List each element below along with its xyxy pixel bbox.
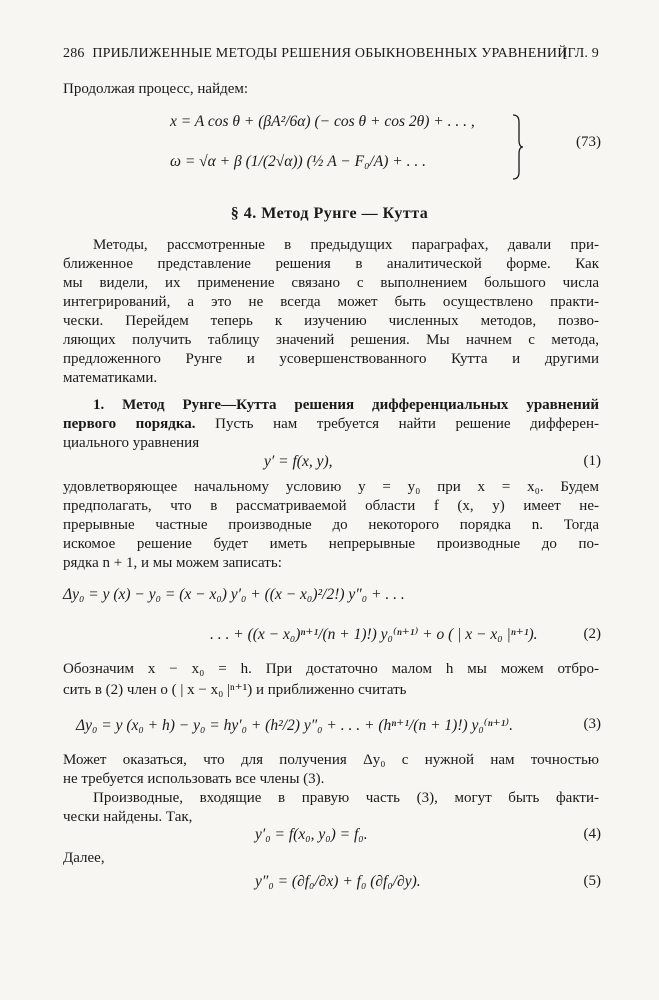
eq73-line1: x = A cos θ + (βA²/6α) (− cos θ + cos 2θ) + . . . , <box>170 113 475 130</box>
para4-line: не требуется использовать все члены (3). <box>63 771 325 787</box>
para2-line: удовлетворяющее начальному условию y = y₀ при x = x₀. Будем <box>63 479 599 495</box>
eq4-formula: y′₀ = f(x₀, y₀) = f₀. <box>255 826 368 843</box>
subsection-title: 1. Метод Рунге—Кутта решения дифференциальных уравнений <box>93 397 599 413</box>
eq2-number: (2) <box>583 626 601 642</box>
chapter-ref: [ГЛ. 9 <box>562 46 599 61</box>
para2-line: прерывные частные производные до некоторого порядка n. Тогда <box>63 517 599 533</box>
eq2-line1: Δy₀ = y (x) − y₀ = (x − x₀) y′₀ + ((x − x₀)²/2!) y″₀ + . . . <box>63 586 405 603</box>
para1-line: интегрирований, а это не всегда может быть осуществлено практи- <box>63 294 599 310</box>
para5-line: чески найдены. Так, <box>63 809 193 825</box>
para2-line: предполагать, что в рассматриваемой области f (x, y) имеет не- <box>63 498 599 514</box>
para2-line: искомое решение будет иметь непрерывные производные до по- <box>63 536 599 552</box>
section-title: § 4. Метод Рунге — Кутта <box>230 205 429 222</box>
running-title: ПРИБЛИЖЕННЫЕ МЕТОДЫ РЕШЕНИЯ ОБЫКНОВЕННЫХ УРАВНЕНИЙ <box>92 46 568 61</box>
running-header <box>63 44 599 63</box>
subsection-line2 <box>63 415 599 434</box>
eq1-formula: y′ = f(x, y), <box>264 453 333 470</box>
para4-line: Может оказаться, что для получения Δy₀ с нужной нам точностью <box>63 752 599 768</box>
para3-line: сить в (2) член o ( | x − x₀ |ⁿ⁺¹) и приближенно считать <box>63 682 407 698</box>
subsection-line3: циального уравнения <box>63 435 200 451</box>
subsection-title-bold: первого порядка. <box>63 416 196 432</box>
para1-line: ближенное представление решения в аналитической форме. Как <box>63 256 599 272</box>
para1-line: предложенного Рунге и усовершенствованного Кутта и другими <box>63 351 599 367</box>
eq1-number: (1) <box>583 453 601 469</box>
eq5-number: (5) <box>583 873 601 889</box>
para3-line: Обозначим x − x₀ = h. При достаточно малом h мы можем отбро- <box>63 661 599 677</box>
right-brace-icon <box>512 114 524 180</box>
para1-line: чески. Перейдем теперь к изучению численных методов, позво- <box>63 313 599 329</box>
para1-line: Методы, рассмотренные в предыдущих параграфах, давали при- <box>93 237 599 253</box>
page-number: 286 <box>63 46 85 61</box>
para1-line: мы видели, их применение связано с выполнением большого числа <box>63 275 599 291</box>
eq5-formula: y″₀ = (∂f₀/∂x) + f₀ (∂f₀/∂y). <box>255 873 421 890</box>
para1-line: математиками. <box>63 370 158 386</box>
eq3-number: (3) <box>583 716 601 732</box>
dalee-text: Далее, <box>63 850 105 866</box>
eq73-line2: ω = √α + β (1/(2√α)) (½ A − F₀/A) + . . . <box>170 153 427 170</box>
eq3-formula: Δy₀ = y (x₀ + h) − y₀ = hy′₀ + (h²/2) y″₀ + . . . + (hⁿ⁺¹/(n + 1)!) y₀⁽ⁿ⁺¹⁾. <box>76 717 513 734</box>
eq2-line2: . . . + ((x − x₀)ⁿ⁺¹/(n + 1)!) y₀⁽ⁿ⁺¹⁾ + o ( | x − x₀ |ⁿ⁺¹). <box>210 626 538 643</box>
para2-line: рядка n + 1, и мы можем записать: <box>63 555 282 571</box>
intro-line: Продолжая процесс, найдем: <box>63 81 249 97</box>
para1-line: ляющих получить таблицу значений решения. Мы начнем с метода, <box>63 332 599 348</box>
eq4-number: (4) <box>583 826 601 842</box>
eq73-number: (73) <box>576 134 601 150</box>
subsection-title-rest: Пусть нам требуется найти решение дифферен- <box>215 416 600 432</box>
para5-line: Производные, входящие в правую часть (3), могут быть факти- <box>93 790 599 806</box>
